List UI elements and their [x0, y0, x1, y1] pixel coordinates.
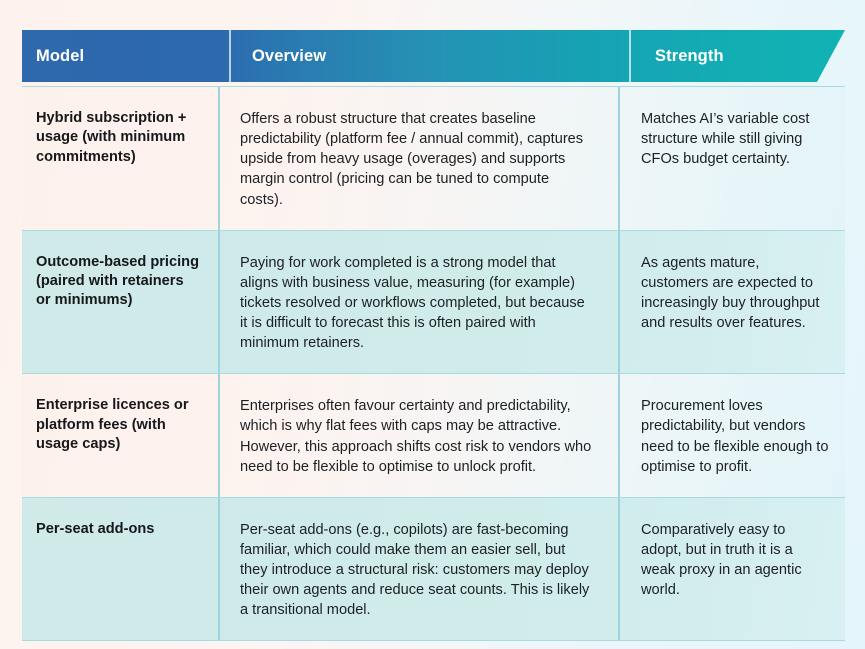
cell-overview: Offers a robust structure that creates baseline predictability (platform fee / annual commit), captures upside from heavy usage (overages) and supports margin control (pricing can be tuned to compute costs). — [218, 87, 618, 230]
cell-strength: As agents mature, customers are expected to increasingly buy throughput and results over features. — [618, 231, 845, 374]
table-row — [22, 374, 845, 498]
cell-strength: Procurement loves predictability, but vendors need to be flexible enough to optimise to profit. — [618, 374, 845, 497]
table-row — [22, 86, 845, 231]
column-header-model: Model — [36, 46, 85, 65]
cell-strength: Matches AI’s variable cost structure while still giving CFOs budget certainty. — [618, 87, 845, 230]
table-row — [22, 498, 845, 642]
cell-model: Per-seat add-ons — [36, 520, 155, 537]
table-header — [22, 30, 845, 82]
comparison-table — [22, 86, 845, 641]
column-header-strength: Strength — [655, 46, 724, 65]
cell-model: Outcome-based pricing (paired with retainers or minimums) — [36, 253, 199, 309]
cell-overview: Enterprises often favour certainty and predictability, which is why flat fees with caps may be attractive. However, this approach shifts cost risk to vendors who need to be flexible to optimise to unlock profit. — [218, 374, 618, 497]
cell-model: Enterprise licences or platform fees (with usage caps) — [36, 397, 189, 453]
cell-model: Hybrid subscription + usage (with minimum commitments) — [36, 110, 187, 165]
cell-strength: Comparatively easy to adopt, but in truth it is a weak proxy in an agentic world. — [618, 498, 845, 641]
column-header-overview: Overview — [252, 46, 327, 65]
table-row — [22, 231, 845, 375]
cell-overview: Per-seat add-ons (e.g., copilots) are fast-becoming familiar, which could make them an easier sell, but they introduce a structural risk: customers may deploy their own agents and reduce seat counts. This is likely a transitional model. — [218, 498, 618, 641]
cell-overview: Paying for work completed is a strong model that aligns with business value, measuring (for example) tickets resolved or workflows completed, but because it is difficult to forecast this is often paired with minimum retainers. — [218, 231, 618, 374]
